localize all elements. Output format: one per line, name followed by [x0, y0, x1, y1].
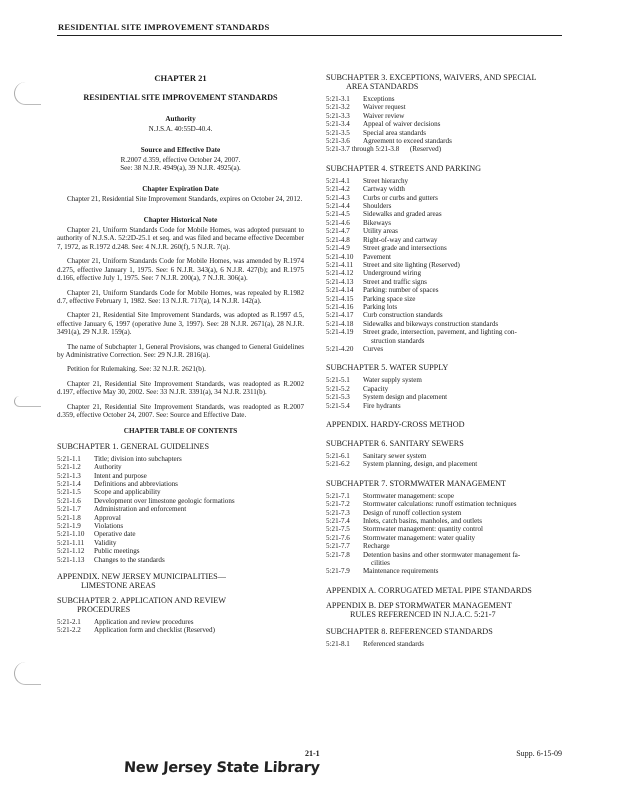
toc-entry-number: 5:21-6.1 [326, 452, 350, 460]
toc-entry-number: 5:21-4.16 [326, 302, 354, 311]
toc-entry [326, 534, 569, 542]
toc-entry-title: Curb construction standards [363, 311, 443, 320]
toc-list [57, 618, 304, 635]
toc-entry-number: 5:21-4.12 [326, 269, 354, 278]
toc-entry-number: 5:21-3.5 [326, 128, 350, 137]
toc-entry-title: Intent and purpose [94, 471, 147, 480]
toc-entry-title: Referenced standards [363, 639, 424, 648]
toc-entry [326, 120, 569, 128]
toc-entry-title: Stormwater management: quantity control [363, 525, 483, 534]
toc-entry-title: Stormwater management: water quality [363, 533, 476, 542]
toc-entry-title: Exceptions [363, 95, 395, 103]
toc-entry [326, 295, 569, 303]
subchapter-heading: SUBCHAPTER 5. WATER SUPPLY [326, 363, 449, 373]
toc-entry-number: 5:21-1.2 [57, 463, 81, 472]
subchapter-heading: SUBCHAPTER 6. SANITARY SEWERS [326, 439, 464, 448]
toc-entry [326, 185, 569, 193]
toc-entry [57, 618, 304, 626]
toc-entry-title: Special area standards [363, 128, 427, 137]
toc-entry [326, 509, 569, 517]
toc-entry-title: Waiver review [363, 111, 405, 120]
toc-entry-line: struction standards [371, 336, 425, 345]
toc-entry [326, 551, 569, 568]
subchapter-heading [57, 596, 304, 614]
toc-entry-number: 5:21-1.4 [57, 480, 81, 488]
toc-entry-number: 5:21-3.3 [326, 111, 350, 120]
toc-list [57, 455, 304, 564]
toc-entry-title: Street and site lighting (Reserved) [363, 260, 460, 269]
toc-entry [326, 492, 569, 500]
toc-entry [326, 328, 569, 345]
toc-entry-title: Definitions and abbreviations [94, 480, 178, 488]
toc-entry-number: 5:21-7.9 [326, 567, 350, 576]
appendix-heading [57, 572, 304, 590]
subchapter-line: PROCEDURES [77, 605, 131, 615]
left-column [57, 70, 304, 635]
toc-entry [57, 463, 304, 471]
history-paragraph: Chapter 21, Residential Site Improvement Standards, was readopted as R.2002 d.197, effective May 30, 2002. See: 33 N.J.R. 3391(a), 34 N.J.R. 2311(b). [57, 379, 304, 397]
toc-entry-line: cilities [371, 559, 390, 568]
toc-entry-number: 5:21-5.3 [326, 393, 350, 402]
appendix-heading [326, 601, 569, 619]
toc-entry-number: 5:21-5.2 [326, 384, 350, 393]
toc-entry-number: 5:21-4.1 [326, 176, 350, 185]
toc-entry-title: Administration and enforcement [94, 505, 187, 514]
history-paragraph: Chapter 21, Residential Site Improvement Standards, was readopted as R.2007 d.359, effective October 24, 2007. See: Source and Effective Date. [57, 402, 304, 419]
toc-entry-title: Stormwater calculations: runoff estimation techniques [363, 500, 517, 509]
toc-entry-number: 5:21-2.1 [57, 618, 81, 627]
subchapter-line: AREA STANDARDS [346, 82, 419, 91]
toc-entry [57, 539, 304, 547]
toc-entry-number: 5:21-7.4 [326, 517, 350, 526]
toc-entry-number: 5:21-2.2 [57, 626, 81, 635]
appendix-line: APPENDIX B. DEP STORMWATER MANAGEMENT [326, 600, 512, 610]
toc-entry-number: 5:21-1.13 [57, 555, 85, 564]
toc-entry [326, 103, 569, 111]
toc-entry [326, 500, 569, 508]
toc-heading: CHAPTER TABLE OF CONTENTS [123, 427, 238, 436]
toc-list [326, 492, 569, 551]
toc-entry-title: Parking lots [363, 302, 398, 311]
toc-entry-number: 5:21-6.2 [326, 460, 350, 469]
toc-entry [326, 640, 569, 648]
toc-entry-number: 5:21-7.6 [326, 533, 350, 542]
toc-entry [326, 385, 569, 393]
toc-entry-number: 5:21-4.13 [326, 277, 354, 286]
toc-entry [326, 460, 569, 468]
toc-entry-number: 5:21-4.11 [326, 260, 354, 269]
toc-entry-title: Public meetings [94, 547, 140, 556]
toc-entry-number: 5:21-7.8 [326, 550, 350, 559]
toc-entry [326, 219, 569, 227]
toc-list [326, 376, 569, 410]
toc-entry-number: 5:21-1.8 [57, 513, 81, 522]
toc-entry [57, 455, 304, 463]
toc-entry-title [363, 551, 569, 568]
toc-entry-title: Maintenance requirements [363, 567, 439, 576]
toc-entry [57, 505, 304, 513]
toc-entry-number: 5:21-4.14 [326, 286, 354, 295]
toc-entry-number: 5:21-1.1 [57, 454, 81, 463]
authority-text: N.J.S.A. 40:55D-40.4. [148, 125, 213, 134]
toc-entry-number: 5:21-4.19 [326, 328, 354, 337]
toc-entry-number: 5:21-1.11 [57, 538, 85, 547]
toc-entry [57, 472, 304, 480]
toc-entry-title: Inlets, catch basins, manholes, and outlets [363, 517, 482, 526]
toc-entry-number: 5:21-4.10 [326, 252, 354, 261]
toc-entry-title: Agreement to exceed standards [363, 137, 452, 146]
toc-entry-title: Sidewalks and graded areas [363, 210, 442, 219]
toc-list [326, 640, 569, 648]
toc-entry [326, 194, 569, 202]
toc-entry-number: 5:21-4.17 [326, 311, 354, 320]
toc-entry-title: Sanitary sewer system [363, 452, 427, 460]
toc-entry [326, 112, 569, 120]
library-stamp: New Jersey State Library [123, 760, 321, 776]
toc-entry-number: 5:21-7.5 [326, 525, 350, 534]
toc-entry-number: 5:21-7.3 [326, 508, 350, 517]
toc-entry-number: 5:21-4.20 [326, 344, 354, 353]
toc-entry [326, 261, 569, 269]
toc-entry-title: Water supply system [363, 376, 422, 385]
toc-entry-title: Scope and applicability [94, 488, 161, 497]
toc-entry-title: Recharge [363, 542, 390, 551]
toc-entry [326, 376, 569, 384]
toc-entry-number: 5:21-7.1 [326, 491, 350, 500]
toc-entry [326, 236, 569, 244]
toc-entry [57, 626, 304, 634]
toc-entry-title: Right-of-way and cartway [363, 235, 438, 244]
history-paragraph: Chapter 21, Uniform Standards Code for Mobile Homes, was repealed by R.1982 d.7, effective February 1, 1982. See: 13 N.J.R. 717(a), 14 N.J.R. 142(a). [57, 288, 304, 305]
header-rule [57, 35, 562, 36]
toc-entry-title: Appeal of waiver decisions [363, 120, 441, 129]
toc-entry [326, 202, 569, 210]
toc-entry [57, 514, 304, 522]
subchapter-heading [326, 73, 569, 91]
toc-entry-number: 5:21-4.6 [326, 218, 350, 227]
toc-entry-number: 5:21-7.2 [326, 500, 350, 509]
toc-entry-title: Design of runoff collection system [363, 508, 462, 517]
appendix-line: RULES REFERENCED IN N.J.A.C. 5:21-7 [350, 609, 496, 619]
history-heading: Chapter Historical Note [143, 215, 218, 224]
chapter-title: RESIDENTIAL SITE IMPROVEMENT STANDARDS [83, 93, 278, 103]
toc-entry-title: Underground wiring [363, 269, 421, 278]
toc-entry-title: Violations [94, 522, 124, 531]
toc-entry-number: 5:21-4.3 [326, 193, 350, 202]
toc-entry-title: Validity [94, 538, 117, 547]
toc-entry-number: 5:21-4.4 [326, 202, 350, 211]
appendix-heading: APPENDIX A. CORRUGATED METAL PIPE STANDARDS [326, 585, 532, 595]
toc-entry-title [363, 328, 569, 345]
toc-entry-number: 5:21-3.6 [326, 137, 350, 146]
subchapter-heading: SUBCHAPTER 7. STORMWATER MANAGEMENT [326, 478, 506, 488]
toc-entry-line: Detention basins and other stormwater management fa- [363, 550, 521, 559]
toc-entry [326, 567, 569, 575]
toc-entry-title: Sidewalks and bikeways construction standards [363, 319, 499, 328]
punch-hole-mark [14, 82, 41, 105]
toc-entry-number: 5:21-4.7 [326, 227, 350, 236]
toc-entry-title: Bikeways [363, 218, 391, 227]
toc-entry [326, 402, 569, 410]
toc-entry [326, 303, 569, 311]
toc-entry-title: Street grade and intersections [363, 244, 447, 253]
toc-entry-title: Application form and checklist (Reserved) [94, 626, 215, 635]
toc-entry-number: 5:21-3.4 [326, 120, 350, 129]
toc-entry [57, 497, 304, 505]
toc-entry-title: Operative date [94, 530, 136, 539]
toc-entry-title: System design and placement [363, 393, 448, 402]
toc-entry-number: 5:21-7.7 [326, 542, 350, 551]
toc-entry-number: 5:21-1.6 [57, 496, 81, 505]
toc-entry [326, 525, 569, 533]
toc-entry-number: 5:21-4.2 [326, 185, 350, 194]
toc-list [326, 452, 569, 469]
toc-entry [326, 393, 569, 401]
toc-entry-title: Pavement [363, 252, 391, 261]
toc-entry-title: Street and traffic signs [363, 277, 427, 286]
punch-hole-mark [14, 396, 41, 407]
toc-entry [326, 244, 569, 252]
toc-entry-number: 5:21-1.10 [57, 530, 85, 539]
toc-entry [326, 177, 569, 185]
toc-entry-title: Approval [94, 513, 121, 522]
expiration-text: Chapter 21, Residential Site Improvement Standards, expires on October 24, 2012. [67, 195, 303, 204]
subchapter-heading: SUBCHAPTER 4. STREETS AND PARKING [326, 163, 482, 173]
toc-entry-title: Street hierarchy [363, 176, 409, 185]
toc-entry [326, 269, 569, 277]
right-column [326, 69, 569, 648]
toc-entry-number: 5:21-8.1 [326, 639, 350, 648]
toc-entry-number: 5:21-3.1 [326, 95, 350, 103]
history-paragraph: Chapter 21, Uniform Standards Code for Mobile Homes, was amended by R.1974 d.275, effective January 1, 1975. See: 6 N.J.R. 343(a), 6 N.J.R. 427(b); and R.1975 d.166, effective July 1, 1975. See: 7 N.J.R. 200(a), 7 N.J.R. 306(a). [57, 257, 304, 283]
page-number: 21-1 [305, 749, 320, 758]
toc-entry-number: 5:21-1.12 [57, 547, 85, 556]
punch-hole-mark [14, 662, 41, 685]
toc-entry-number: 5:21-4.15 [326, 294, 354, 303]
toc-entry-title: Title; division into subchapters [94, 454, 182, 463]
toc-entry-title: Curbs or curbs and gutters [363, 193, 438, 202]
authority-heading: Authority [165, 114, 196, 123]
toc-entry [326, 227, 569, 235]
toc-entry [57, 547, 304, 555]
toc-entry-number: 5:21-1.3 [57, 471, 81, 480]
toc-entry [326, 210, 569, 218]
toc-reserved-entry: 5:21-3.7 through 5:21-3.8 (Reserved) [326, 145, 442, 154]
toc-entry-line: Street grade, intersection, pavement, and lighting con- [363, 328, 517, 337]
toc-entry [326, 95, 569, 103]
toc-entry-number: 5:21-1.9 [57, 522, 81, 531]
toc-entry [57, 556, 304, 564]
history-paragraph: The name of Subchapter 1, General Provisions, was changed to General Guidelines by Administrative Correction. See: 29 N.J.R. 2816(a). [57, 342, 304, 359]
toc-entry-title: Waiver request [363, 103, 406, 112]
toc-entry-number: 5:21-4.9 [326, 244, 350, 253]
toc-entry [326, 320, 569, 328]
toc-entry-title: Cartway width [363, 185, 405, 194]
toc-entry-title: Parking space size [363, 294, 416, 303]
source-text: See: 38 N.J.R. 4949(a), 39 N.J.R. 4925(a). [120, 164, 241, 173]
toc-entry [326, 137, 569, 145]
toc-entry [326, 311, 569, 319]
toc-entry-number: 5:21-5.4 [326, 401, 350, 410]
subchapter-heading: SUBCHAPTER 1. GENERAL GUIDELINES [57, 441, 210, 451]
toc-entry [326, 253, 569, 261]
toc-entry [326, 278, 569, 286]
appendix-line: LIMESTONE AREAS [81, 581, 156, 591]
toc-entry-title: Shoulders [363, 202, 392, 211]
history-paragraph: Chapter 21, Uniform Standards Code for Mobile Homes, was adopted pursuant to authority of N.J.S.A. 52:2D-25.1 et seq. and was filed and became effective December 7, 1972, as R.1972 d.248. See: 4 N.J.R. 260(f), 5 N.J.R. 7(a). [57, 226, 304, 251]
toc-entry [57, 488, 304, 496]
toc-entry-title: Utility areas [363, 227, 398, 236]
toc-entry-title: Curves [363, 344, 384, 353]
toc-entry-title: System planning, design, and placement [363, 460, 478, 469]
history-paragraph: Chapter 21, Residential Site Improvement Standards, was adopted as R.1997 d.5, effective January 6, 1997 (operative June 3, 1997). See: 28 N.J.R. 2671(a), 28 N.J.R. 3491(a), 29 N.J.R. 159(a). [57, 311, 304, 337]
toc-entry-number: 5:21-4.18 [326, 319, 354, 328]
toc-list [326, 95, 569, 145]
toc-entry-title: Parking: number of spaces [363, 286, 439, 295]
toc-entry [326, 129, 569, 137]
running-header: RESIDENTIAL SITE IMPROVEMENT STANDARDS [58, 22, 270, 32]
toc-entry-number: 5:21-1.5 [57, 488, 81, 497]
toc-entry-number: 5:21-5.1 [326, 376, 350, 385]
toc-entry-title: Capacity [363, 384, 389, 393]
toc-entry [326, 517, 569, 525]
toc-entry-title: Authority [94, 463, 122, 472]
toc-entry [57, 480, 304, 488]
chapter-number: CHAPTER 21 [154, 73, 207, 83]
toc-list [326, 177, 569, 328]
history-paragraph: Petition for Rulemaking. See: 32 N.J.R. 2621(b). [67, 365, 206, 374]
toc-entry [57, 522, 304, 530]
appendix-heading: APPENDIX. HARDY-CROSS METHOD [326, 420, 465, 429]
toc-entry [326, 345, 569, 353]
expiration-heading: Chapter Expiration Date [142, 184, 219, 193]
toc-entry-number: 5:21-1.7 [57, 505, 81, 514]
subchapter-line: SUBCHAPTER 2. APPLICATION AND REVIEW [57, 596, 226, 606]
toc-entry-number: 5:21-3.2 [326, 103, 350, 112]
subchapter-heading: SUBCHAPTER 8. REFERENCED STANDARDS [326, 626, 493, 636]
toc-entry [326, 286, 569, 294]
source-text: R.2007 d.359, effective October 24, 2007. [120, 156, 241, 165]
appendix-line: APPENDIX. NEW JERSEY MUNICIPALITIES— [57, 572, 226, 582]
toc-entry-title: Changes to the standards [94, 555, 165, 564]
toc-entry [326, 452, 569, 460]
subchapter-line: SUBCHAPTER 3. EXCEPTIONS, WAIVERS, AND SPECIAL [326, 73, 537, 82]
toc-entry-title: Application and review procedures [94, 618, 194, 627]
toc-entry-number: 5:21-4.5 [326, 210, 350, 219]
supplement-date: Supp. 6-15-09 [516, 749, 562, 758]
toc-entry-title: Development over limestone geologic formations [94, 496, 235, 505]
toc-entry-number: 5:21-4.8 [326, 235, 350, 244]
toc-entry [326, 542, 569, 550]
source-heading: Source and Effective Date [140, 145, 221, 154]
toc-entry [57, 530, 304, 538]
toc-entry-title: Stormwater management: scope [363, 491, 455, 500]
toc-entry-title: Fire hydrants [363, 401, 401, 410]
